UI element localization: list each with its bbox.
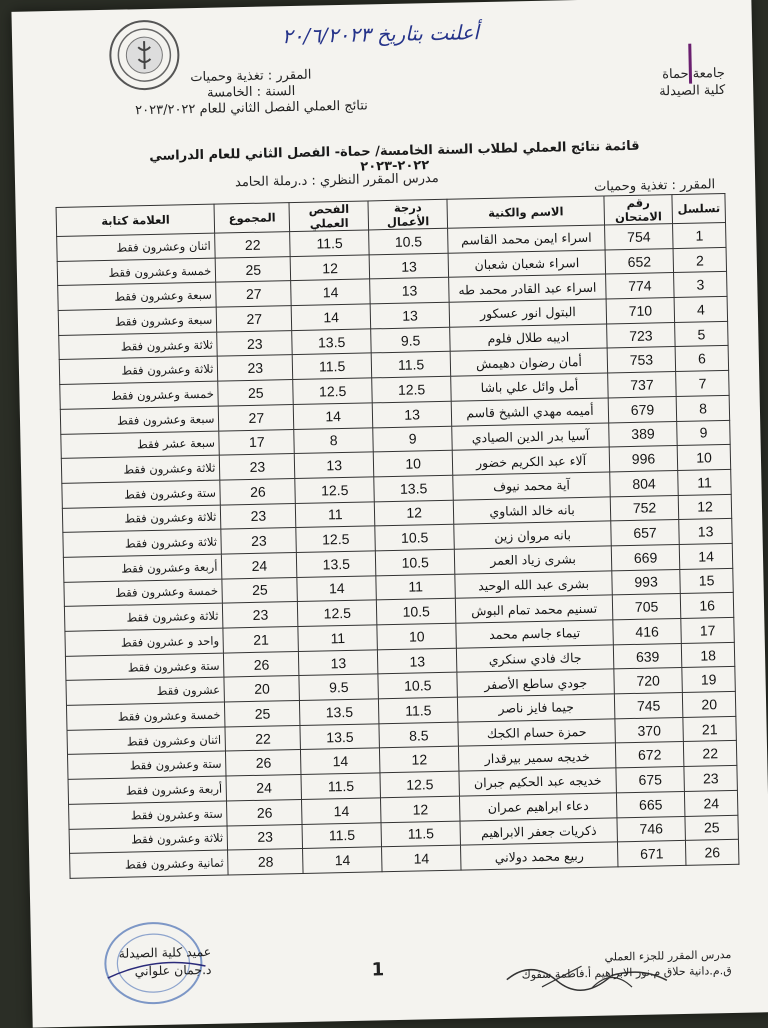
cell-words: واحد و عشرون فقط	[65, 628, 224, 656]
cell-practical: 13	[299, 650, 378, 676]
cell-seq: 10	[677, 445, 730, 471]
cell-seq: 23	[684, 765, 737, 791]
cell-practical: 14	[294, 403, 373, 429]
theory-teacher: مدرس المقرر النظري : د.رملة الحامد	[234, 170, 439, 191]
cell-practical: 11	[298, 625, 377, 651]
cell-exam: 745	[614, 693, 683, 719]
cell-exam: 657	[611, 520, 680, 546]
cell-seq: 25	[685, 815, 738, 841]
cell-name: أميمه مهدي الشيخ قاسم	[451, 398, 608, 426]
cell-work: 14	[382, 845, 462, 871]
cell-seq: 18	[682, 642, 735, 668]
cell-exam: 737	[608, 372, 677, 398]
cell-exam: 746	[617, 816, 686, 842]
cell-work: 10	[377, 623, 457, 649]
cell-seq: 20	[683, 691, 736, 717]
cell-words: ثلاثة وعشرون فقط	[62, 505, 221, 533]
cell-total: 24	[226, 775, 301, 801]
cell-practical: 13.5	[297, 551, 376, 577]
cell-words: سبعة وعشرون فقط	[58, 283, 217, 311]
cell-words: ثلاثة وعشرون فقط	[63, 529, 222, 557]
cell-words: سبعة عشر فقط	[61, 431, 220, 459]
cell-work: 11.5	[381, 821, 461, 847]
faculty-name: كلية الصيدلة	[659, 82, 726, 100]
cell-exam: 370	[615, 717, 684, 743]
cell-exam: 639	[613, 643, 682, 669]
cell-name: حمزة حسام الكجك	[458, 719, 615, 747]
cell-words: ثلاثة وعشرون فقط	[59, 357, 218, 385]
cell-total: 23	[218, 355, 293, 381]
column-header: المجموع	[214, 203, 290, 234]
cell-name: بانه مروان زين	[454, 521, 611, 549]
page-number: 1	[371, 959, 385, 981]
cell-words: اثنان وعشرون فقط	[67, 727, 226, 755]
cell-total: 24	[222, 552, 297, 578]
page-title: قائمة نتائج العملي لطلاب السنة الخامسة/ حماة- الفصل الثاني للعام الدراسي ٢٠٢٢-٢٠٢٣	[149, 138, 640, 175]
cell-exam: 389	[609, 421, 678, 447]
cell-seq: 11	[678, 469, 731, 495]
cell-seq: 17	[681, 617, 734, 643]
cell-work: 10.5	[375, 549, 455, 575]
cell-name: أمل وائل علي باشا	[451, 373, 608, 401]
cell-name: اسراء عبد القادر محمد طه	[449, 274, 606, 302]
university-name: جامعة حماة	[662, 65, 726, 83]
cell-words: ثلاثة وعشرون فقط	[61, 455, 220, 483]
cell-exam: 753	[607, 347, 676, 373]
cell-seq: 15	[680, 568, 733, 594]
cell-work: 12	[381, 796, 461, 822]
cell-total: 23	[221, 528, 296, 554]
cell-exam: 672	[615, 742, 684, 768]
dean-title: عميد كلية الصيدلة	[118, 943, 212, 961]
cell-name: أمان رضوان دهيمش	[450, 348, 607, 376]
cell-name: دعاء ابراهيم عمران	[460, 793, 617, 821]
cell-work: 9.5	[371, 327, 451, 353]
cell-work: 8.5	[379, 722, 459, 748]
cell-seq: 12	[678, 494, 731, 520]
cell-total: 23	[227, 824, 302, 850]
cell-name: آلاء عبد الكريم خضور	[452, 447, 609, 475]
cell-work: 10	[373, 450, 453, 476]
cell-seq: 22	[684, 741, 737, 767]
cell-words: سبعة وعشرون فقط	[58, 307, 217, 335]
cell-work: 13	[370, 278, 450, 304]
table-body	[57, 222, 739, 878]
column-header: الفحص العملي	[289, 201, 368, 232]
cell-seq: 7	[676, 371, 729, 397]
document-page	[11, 0, 768, 1028]
cell-words: ستة وعشرون فقط	[69, 801, 228, 829]
cell-work: 12.5	[380, 771, 460, 797]
cell-name: جيما فايز ناصر	[458, 694, 615, 722]
cell-words: خمسة وعشرون فقط	[66, 702, 225, 730]
cell-exam: 996	[609, 446, 678, 472]
cell-practical: 14	[297, 575, 376, 601]
cell-total: 23	[217, 330, 292, 356]
cell-work: 12	[374, 500, 454, 526]
cell-exam: 720	[614, 668, 683, 694]
cell-seq: 8	[676, 395, 729, 421]
cell-name: جودي ساطع الأصفر	[457, 669, 614, 697]
cell-words: ثلاثة وعشرون فقط	[69, 826, 228, 854]
cell-total: 26	[226, 750, 301, 776]
cell-words: أربعة وعشرون فقط	[68, 776, 227, 804]
cell-practical: 11.5	[301, 773, 380, 799]
cell-practical: 11.5	[293, 353, 372, 379]
cell-work: 12.5	[372, 376, 452, 402]
cell-name: اسراء ايمن محمد القاسم	[448, 225, 605, 253]
cell-total: 17	[219, 429, 294, 455]
cell-seq: 24	[685, 790, 738, 816]
cell-practical: 14	[303, 847, 382, 873]
cell-practical: 12.5	[298, 600, 377, 626]
cell-practical: 11	[296, 501, 375, 527]
column-header: الاسم والكنية	[447, 196, 604, 228]
cell-exam: 675	[616, 767, 685, 793]
cell-practical: 13.5	[300, 699, 379, 725]
cell-exam: 710	[606, 298, 675, 324]
cell-work: 13	[377, 648, 457, 674]
cell-work: 10.5	[369, 228, 449, 254]
cell-total: 22	[225, 725, 300, 751]
cell-practical: 9.5	[299, 674, 378, 700]
cell-words: سبعة وعشرون فقط	[60, 406, 219, 434]
cell-seq: 6	[675, 346, 728, 372]
dean-name: د.جمان علواني	[134, 961, 212, 979]
cell-total: 27	[217, 306, 292, 332]
practical-teachers-label: مدرس المقرر للجزء العملي	[604, 947, 732, 964]
cell-practical: 8	[294, 427, 373, 453]
cell-name: تيماء جاسم محمد	[456, 620, 613, 648]
cell-exam: 416	[613, 618, 682, 644]
cell-work: 12	[380, 747, 460, 773]
cell-practical: 14	[291, 304, 370, 330]
cell-exam: 665	[616, 791, 685, 817]
column-header: رقم الامتحان	[604, 195, 673, 225]
cell-words: ستة وعشرون فقط	[62, 480, 221, 508]
cell-practical: 11.5	[290, 230, 369, 256]
cell-practical: 11.5	[302, 822, 381, 848]
cell-words: ثمانية وعشرون فقط	[70, 850, 229, 878]
cell-work: 11.5	[371, 352, 451, 378]
cell-exam: 993	[612, 569, 681, 595]
cell-exam: 754	[604, 224, 673, 250]
cell-exam: 774	[605, 273, 674, 299]
cell-name: خديجه عبد الحكيم جبران	[459, 768, 616, 796]
cell-total: 21	[223, 626, 298, 652]
cell-practical: 14	[302, 798, 381, 824]
cell-work: 13.5	[374, 475, 454, 501]
cell-words: ستة وعشرون فقط	[65, 653, 224, 681]
cell-total: 27	[216, 281, 291, 307]
cell-name: اسراء شعبان شعبان	[448, 250, 605, 278]
cell-words: ثلاثة وعشرون فقط	[64, 603, 223, 631]
cell-work: 13	[370, 302, 450, 328]
cell-total: 25	[222, 577, 297, 603]
cell-seq: 1	[673, 222, 726, 248]
cell-exam: 652	[605, 248, 674, 274]
cell-total: 28	[228, 849, 303, 875]
cell-total: 25	[216, 256, 291, 282]
cell-exam: 752	[610, 495, 679, 521]
cell-name: جاك فادي سنكري	[457, 645, 614, 673]
cell-words: خمسة وعشرون فقط	[64, 579, 223, 607]
cell-words: اثنان وعشرون فقط	[57, 233, 216, 261]
cell-seq: 16	[681, 593, 734, 619]
cell-words: أربعة وعشرون فقط	[63, 554, 222, 582]
cell-work: 13	[369, 253, 449, 279]
practical-teachers	[471, 947, 732, 984]
cell-total: 27	[219, 404, 294, 430]
cell-total: 23	[221, 503, 296, 529]
cell-total: 23	[223, 602, 298, 628]
cell-practical: 14	[301, 748, 380, 774]
cell-work: 10.5	[378, 673, 458, 699]
cell-words: ثلاثة وعشرون فقط	[59, 332, 218, 360]
cell-name: بشرى عبد الله الوحيد	[455, 571, 612, 599]
cell-exam: 669	[611, 544, 680, 570]
dean-signature-block	[61, 943, 212, 982]
cell-name: آسيا بدر الدين الصيادي	[452, 422, 609, 450]
cell-seq: 9	[677, 420, 730, 446]
cell-exam: 804	[610, 470, 679, 496]
cell-words: ستة وعشرون فقط	[68, 751, 227, 779]
cell-seq: 13	[679, 519, 732, 545]
cell-words: عشرون فقط	[66, 677, 225, 705]
column-header: العلامة كتابة	[56, 204, 215, 236]
cell-name: خديجه سمير بيرقدار	[459, 743, 616, 771]
cell-exam: 679	[608, 396, 677, 422]
cell-total: 20	[224, 676, 299, 702]
column-header: تسلسل	[672, 193, 725, 223]
cell-practical: 12.5	[296, 526, 375, 552]
header-results: نتائج العملي الفصل الثاني للعام ٢٠٢٣/٢٠٢٢	[135, 98, 368, 119]
cell-name: آية محمد نيوف	[453, 472, 610, 500]
header-course: المقرر : تغذية وحميات	[190, 67, 312, 86]
cell-work: 11.5	[379, 697, 459, 723]
cell-name: البتول انور عسكور	[449, 299, 606, 327]
cell-name: بانه خالد الشاوي	[453, 496, 610, 524]
cell-seq: 3	[674, 272, 727, 298]
cell-seq: 26	[686, 840, 739, 866]
cell-work: 10.5	[375, 524, 455, 550]
practical-teachers-names: ق.م.دانية حلاق م.نور الابراهيم أ.فاطمة سفوك	[521, 963, 732, 982]
header-course-info	[101, 66, 402, 120]
cell-name: اديبه طلال فلوم	[450, 324, 607, 352]
cell-practical: 13.5	[292, 329, 371, 355]
cell-name: ذكريات جعفر الابراهيم	[460, 817, 617, 845]
cell-seq: 19	[682, 667, 735, 693]
cell-words: خمسة وعشرون فقط	[57, 258, 216, 286]
cell-seq: 5	[675, 321, 728, 347]
cell-exam: 705	[612, 594, 681, 620]
cell-seq: 14	[679, 543, 732, 569]
cell-work: 13	[372, 401, 452, 427]
cell-seq: 21	[683, 716, 736, 742]
cell-total: 26	[227, 799, 302, 825]
cell-total: 25	[225, 701, 300, 727]
course-line: المقرر : تغذية وحميات	[593, 177, 716, 195]
cell-name: بشرى زياد العمر	[454, 546, 611, 574]
header-year: السنة : الخامسة	[206, 83, 296, 101]
cell-total: 25	[218, 380, 293, 406]
cell-words: خمسة وعشرون فقط	[60, 381, 219, 409]
cell-exam: 723	[607, 322, 676, 348]
cell-total: 23	[220, 454, 295, 480]
cell-practical: 12.5	[293, 378, 372, 404]
cell-work: 10.5	[376, 599, 456, 625]
cell-seq: 4	[674, 296, 727, 322]
results-table	[56, 193, 740, 879]
handwritten-date-note: أعلنت بتاريخ ٢٠/٦/٢٠٢٣	[281, 20, 480, 49]
column-header: درجة الأعمال	[368, 199, 448, 230]
cell-seq: 2	[673, 247, 726, 273]
cell-work: 11	[376, 574, 456, 600]
cell-work: 9	[373, 426, 453, 452]
cell-practical: 13	[295, 452, 374, 478]
cell-practical: 14	[291, 279, 370, 305]
cell-exam: 671	[617, 841, 686, 867]
cell-practical: 13.5	[300, 724, 379, 750]
cell-practical: 12	[290, 255, 369, 281]
header-institution	[605, 65, 726, 102]
cell-name: تسنيم محمد تمام البوش	[456, 595, 613, 623]
cell-name: ربيع محمد دولاني	[461, 842, 618, 870]
cell-total: 26	[224, 651, 299, 677]
cell-total: 22	[215, 232, 290, 258]
cell-total: 26	[220, 478, 295, 504]
cell-practical: 12.5	[295, 477, 374, 503]
